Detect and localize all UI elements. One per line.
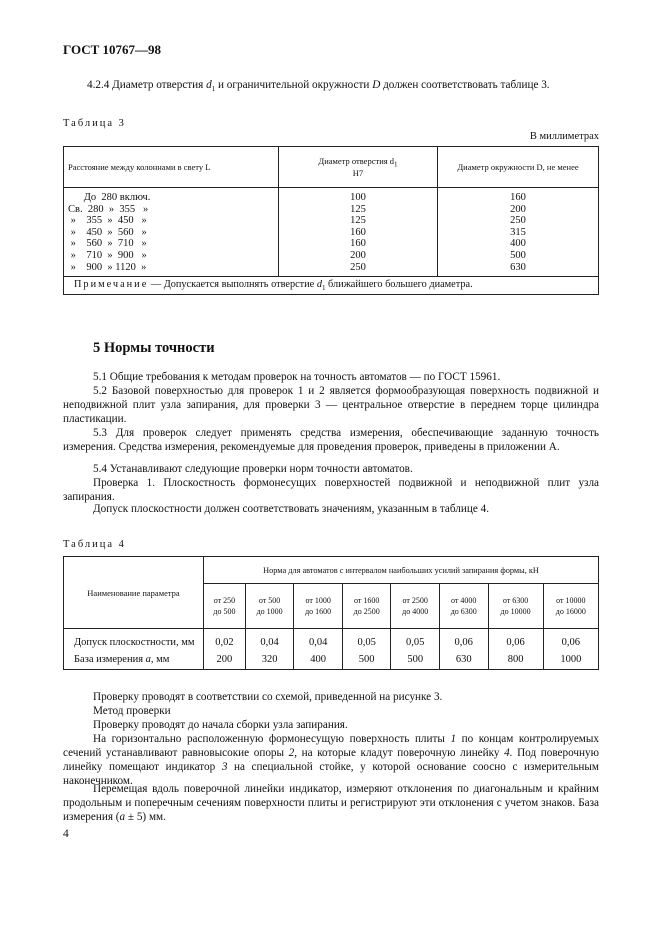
table-4-range: от 1600 до 2500 xyxy=(342,584,391,629)
table-4-param-header: Наименование параметра xyxy=(64,557,204,629)
table-4-range: от 2500 до 4000 xyxy=(391,584,440,629)
body-paragraph-1: Проверку проводят в соответствии со схемой, приведенной на рисунке 3. xyxy=(93,691,443,703)
table-4 xyxy=(63,556,599,670)
document-header: ГОСТ 10767—98 xyxy=(63,42,162,57)
table-4-header-1 xyxy=(64,557,599,584)
table-3-col-D: Диаметр окружности D, не менее xyxy=(438,147,599,188)
table-3-header xyxy=(64,147,599,188)
paragraph-5-3: 5.3 Для проверок следует применять средства измерения, обеспечивающие заданную точность измерения. Средства измерения, рекомендуемые для проведения проверок, приведены в приложении А. xyxy=(63,427,599,453)
table-4-cell: 0,04 400 xyxy=(294,629,343,670)
table-3-note xyxy=(64,277,599,295)
table-4-cell: 0,05 500 xyxy=(342,629,391,670)
table-4-range: от 1000 до 1600 xyxy=(294,584,343,629)
table-4-range: от 6300 до 10000 xyxy=(488,584,543,629)
table-4-values xyxy=(64,629,599,670)
table-4-caption: Таблица 4 xyxy=(63,539,126,550)
body-paragraph-5: Перемещая вдоль поверочной линейки индикатор, измеряют отклонения по диагональным и крайним продольным и поперечным сечениям поверхности плиты и регистрируют эти отклонения с учетом знаков. База измерения (а ± 5) мм. xyxy=(63,783,599,823)
page-number: 4 xyxy=(63,828,69,840)
table-4-cell: 0,04 320 xyxy=(245,629,294,670)
table-4-range: от 4000 до 6300 xyxy=(439,584,488,629)
section-5-title: 5 Нормы точности xyxy=(93,340,215,356)
table-3-col-distance: Расстояние между колоннами в свету L xyxy=(64,147,279,188)
table-4-cell: 0,06 800 xyxy=(488,629,543,670)
table-4-cell: 0,02 200 xyxy=(204,629,246,670)
table-3 xyxy=(63,146,599,295)
body-paragraph-3: Проверку проводят до начала сборки узла запирания. xyxy=(93,719,348,731)
table-4-range: от 10000 до 16000 xyxy=(543,584,598,629)
table-4-range: от 500 до 1000 xyxy=(245,584,294,629)
table-4-range: от 250 до 500 xyxy=(204,584,246,629)
table-3-col-d1: Диаметр отверстия $d_1$ Н7 xyxy=(279,147,438,188)
paragraph-5-1: 5.1 Общие требования к методам проверок на точность автоматов — по ГОСТ 15961. xyxy=(93,371,501,383)
table-3-units: В миллиметрах xyxy=(529,131,599,142)
table-3-note-text: Примечание — Допускается выполнять отверстие $d_1$ ближайшего большего диаметра. xyxy=(64,277,599,295)
table-3-data xyxy=(64,188,599,277)
tolerance-text: Допуск плоскостности должен соответствовать значениям, указанным в таблице 4. xyxy=(93,503,489,515)
table-4-cell: 0,05 500 xyxy=(391,629,440,670)
method-heading: Метод проверки xyxy=(93,705,171,717)
paragraph-5-2: 5.2 Базовой поверхностью для проверок 1 и 2 является формообразующая поверхность подвижной и неподвижной плит узла запирания, для проверки 3 — центральное отверстие в переднем торце цилиндра пластикации. xyxy=(63,385,599,425)
table-4-cell: 0,06 1000 xyxy=(543,629,598,670)
check-1: Проверка 1. Плоскостность формонесущих поверхностей подвижной и неподвижной плит узла запирания. xyxy=(63,477,599,503)
table-4-cell: 0,06 630 xyxy=(439,629,488,670)
table-3-d1-values: 100 125 125 160 160 200 250 xyxy=(279,188,438,277)
table-3-caption: Таблица 3 xyxy=(63,118,126,129)
table-3-ranges: До 280 включ. Св. 280 » 355 » » 355 » 450 » » 450 » 560 » » 560 » 710 » » 710 » 900 » » 900 » 1120 » xyxy=(64,188,279,277)
table-3-D-values: 160 200 250 315 400 500 630 xyxy=(438,188,599,277)
table-4-row-labels: Допуск плоскостности, мм База измерения а, мм xyxy=(64,629,204,670)
table-4-norm-header: Норма для автоматов с интервалом наибольших усилий запирания формы, кН xyxy=(204,557,599,584)
paragraph-5-4: 5.4 Устанавливают следующие проверки норм точности автоматов. xyxy=(93,463,413,475)
body-paragraph-4: На горизонтально расположенную формонесущую поверхность плиты 1 по концам контролируемых сечений устанавливают равновысокие опоры 2, на которые кладут поверочную линейку 4. Под поверочную линейку помещают индикатор 3 на специальной стойке, у которой основание соосно с измерительным наконечником. xyxy=(63,733,600,787)
paragraph-4-2-4: 4.2.4 Диаметр отверстия $d_1$ и ограничительной окружности D должен соответствовать таблице 3. xyxy=(87,79,550,94)
